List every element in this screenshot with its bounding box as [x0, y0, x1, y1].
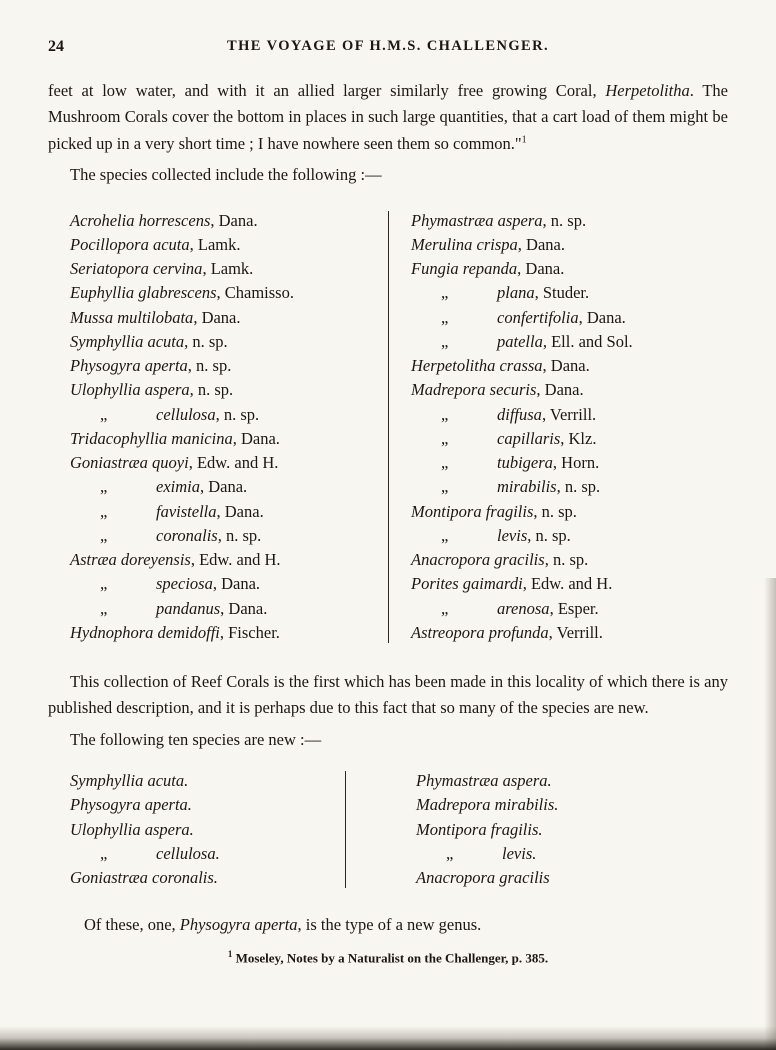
species-authority: , Dana.: [517, 259, 565, 279]
ditto-mark: „: [441, 283, 449, 303]
species-authority: , Edw. and H.: [190, 550, 281, 570]
species-authority: , Dana.: [216, 501, 264, 521]
species-authority: , Klz.: [560, 428, 597, 448]
species-entry: [411, 306, 728, 330]
species-name: Euphyllia glabrescens: [70, 283, 217, 303]
intro-italic-name: Herpetolitha: [605, 81, 690, 100]
species-entry: [411, 403, 728, 427]
species-entry: [70, 866, 345, 890]
species-name: Phymastræa aspera.: [416, 771, 552, 791]
species-name: tubigera: [497, 453, 553, 473]
species-authority: , Dana.: [517, 234, 565, 254]
species-entry: [70, 793, 345, 817]
ditto-mark: „: [100, 525, 108, 545]
species-authority: , Verrill.: [541, 404, 597, 424]
ditto-mark: „: [100, 574, 108, 594]
species-entry: [70, 818, 345, 842]
ditto-mark: „: [441, 307, 449, 327]
species-authority: , Chamisso.: [216, 283, 294, 303]
genus-italic-name: Physogyra aperta: [179, 915, 298, 935]
species-name: Ulophyllia aspera: [70, 380, 190, 400]
species-name: mirabilis: [497, 477, 557, 497]
species-name: levis: [497, 525, 528, 545]
species-name: speciosa: [156, 574, 213, 594]
scan-shadow-bottom: [0, 1026, 776, 1050]
species-name: Fungia repanda: [411, 259, 518, 279]
species-entry: [411, 621, 728, 645]
species-name: Madrepora securis: [411, 380, 537, 400]
species-entry: [70, 451, 388, 475]
species-entry: [416, 793, 728, 817]
species-name: cellulosa: [156, 404, 216, 424]
species-entry: [70, 427, 388, 451]
species-name: coronalis: [156, 525, 218, 545]
species-name: pandanus: [156, 598, 221, 618]
species-entry: [70, 475, 388, 499]
species-entry: [411, 281, 728, 305]
species-authority: , Studer.: [534, 283, 590, 303]
paragraph-new-species-lead: The following ten species are new :—: [70, 729, 322, 749]
species-entry: [70, 548, 388, 572]
species-name: Montipora fragilis: [411, 501, 534, 521]
species-name: Montipora fragilis.: [416, 819, 543, 839]
species-entry: [70, 769, 345, 793]
species-name: Anacropora gracilis: [416, 868, 550, 888]
collected-species-list: [48, 209, 728, 646]
species-authority: , Dana.: [542, 356, 590, 376]
species-name: Anacropora gracilis: [411, 550, 545, 570]
species-name: Astræa doreyensis: [70, 550, 191, 570]
ditto-mark: „: [100, 598, 108, 618]
species-entry: [411, 354, 728, 378]
ditto-mark: „: [441, 428, 449, 448]
species-authority: , Dana.: [199, 477, 248, 497]
species-name: Acrohelia horrescens: [70, 210, 211, 230]
species-authority: , Lamk.: [202, 259, 254, 279]
species-entry: [70, 378, 388, 402]
species-entry: [411, 427, 728, 451]
intro-text-pre: feet at low water, and with it an allied larger similarly free growing Coral,: [48, 81, 606, 100]
intro-text-post: . The Mushroom Corals cover the bottom in places in such large quantities, that a cart load of them might be picked up in a very short time ; I have nowhere seen them so common.": [48, 81, 728, 153]
species-entry: [70, 354, 388, 378]
species-authority: , Verrill.: [548, 622, 603, 642]
species-entry: [70, 209, 388, 233]
species-name: Physogyra aperta.: [70, 795, 192, 815]
species-name: patella: [497, 331, 543, 351]
species-name: Pocillopora acuta: [70, 234, 190, 254]
species-authority: , n. sp.: [217, 525, 262, 545]
paragraph-intro: [48, 78, 728, 157]
ditto-mark: „: [100, 404, 108, 424]
species-name: levis.: [502, 843, 537, 863]
species-entry: [411, 548, 728, 572]
species-authority: , n. sp.: [215, 404, 260, 424]
species-name: Astreopora profunda: [411, 622, 549, 642]
species-name: confertifolia: [497, 307, 579, 327]
ditto-mark: „: [100, 477, 108, 497]
species-authority: , Ell. and Sol.: [542, 331, 633, 351]
species-entry: [416, 866, 728, 890]
new-species-list: [48, 769, 728, 890]
species-entry: [411, 500, 728, 524]
species-entry: [70, 330, 388, 354]
species-name: eximia: [156, 477, 200, 497]
species-entry: [70, 306, 388, 330]
species-entry: [411, 451, 728, 475]
species-entry: [70, 572, 388, 596]
species-authority: , Dana.: [578, 307, 626, 327]
footnote-number: 1: [227, 948, 233, 959]
species-name: Tridacophyllia manicina: [70, 428, 233, 448]
species-authority: , Dana.: [232, 428, 280, 448]
ditto-mark: „: [441, 331, 449, 351]
genus-text-post: , is the type of a new genus.: [297, 915, 482, 935]
species-name: Madrepora mirabilis.: [416, 795, 559, 815]
species-entry: [70, 524, 388, 548]
collected-species-left-column: [70, 209, 388, 646]
paragraph-new-genus: [48, 912, 728, 938]
species-name: Hydnophora demidoffi: [70, 622, 220, 642]
running-head: [48, 38, 728, 62]
species-authority: , Dana.: [536, 380, 584, 400]
species-name: Porites gaimardi: [411, 574, 523, 594]
genus-text-pre: Of these, one,: [84, 915, 180, 935]
species-entry: [411, 330, 728, 354]
species-authority: , n. sp.: [542, 210, 587, 230]
collected-species-right-column: [389, 209, 728, 646]
new-species-right-column: [346, 769, 728, 890]
species-name: diffusa: [497, 404, 542, 424]
footnote-text: Moseley, Notes by a Naturalist on the Challenger, p. 385.: [232, 950, 549, 966]
species-entry: [411, 209, 728, 233]
species-authority: , Fischer.: [219, 622, 280, 642]
running-title: THE VOYAGE OF H.M.S. CHALLENGER.: [227, 38, 549, 54]
species-authority: , Dana.: [212, 574, 261, 594]
species-authority: , Edw. and H.: [188, 453, 279, 473]
ditto-mark: „: [100, 501, 108, 521]
species-entry: [70, 257, 388, 281]
ditto-mark: „: [441, 477, 449, 497]
species-name: Goniastræa coronalis.: [70, 868, 218, 888]
species-authority: , n. sp.: [533, 501, 577, 521]
species-entry: [70, 403, 388, 427]
species-authority: , n. sp.: [189, 380, 234, 400]
species-name: Symphyllia acuta: [70, 331, 185, 351]
species-authority: , Dana.: [220, 598, 268, 618]
species-entry: [70, 842, 345, 866]
species-authority: , Dana.: [193, 307, 241, 327]
species-name: Symphyllia acuta.: [70, 771, 189, 791]
footnote: [48, 949, 728, 966]
species-name: favistella: [156, 501, 217, 521]
species-entry: [411, 572, 728, 596]
species-entry: [416, 818, 728, 842]
ditto-mark: „: [441, 598, 449, 618]
species-authority: , n. sp.: [527, 525, 571, 545]
species-entry: [70, 500, 388, 524]
ditto-mark: „: [441, 525, 449, 545]
new-species-left-column: [70, 769, 345, 890]
species-entry: [70, 621, 388, 645]
species-authority: , Esper.: [549, 598, 599, 618]
species-name: Physogyra aperta: [70, 356, 188, 376]
species-entry: [416, 769, 728, 793]
species-name: Merulina crispa: [411, 234, 518, 254]
species-authority: , n. sp.: [544, 550, 589, 570]
footnote-reference: 1: [521, 134, 527, 146]
ditto-mark: „: [100, 843, 108, 863]
species-entry: [411, 378, 728, 402]
page-number: 24: [48, 38, 64, 55]
species-name: Mussa multilobata: [70, 307, 194, 327]
species-entry: [411, 475, 728, 499]
species-authority: , Dana.: [210, 210, 258, 230]
species-entry: [411, 524, 728, 548]
species-name: arenosa: [497, 598, 550, 618]
species-name: cellulosa.: [156, 843, 220, 863]
species-entry: [416, 842, 728, 866]
ditto-mark: „: [441, 404, 449, 424]
species-authority: , Horn.: [552, 453, 600, 473]
species-authority: , n. sp.: [187, 356, 232, 376]
species-name: plana: [497, 283, 535, 303]
species-entry: [70, 281, 388, 305]
species-name: Phymastræa aspera: [411, 210, 543, 230]
species-authority: , Lamk.: [189, 234, 241, 254]
species-name: Seriatopora cervina: [70, 259, 203, 279]
ditto-mark: „: [441, 453, 449, 473]
scan-shadow-right: [764, 578, 776, 1050]
species-entry: [411, 257, 728, 281]
species-authority: , n. sp.: [184, 331, 228, 351]
species-name: Herpetolitha crassa: [411, 356, 543, 376]
paragraph-species-lead: The species collected include the following :—: [70, 165, 382, 185]
species-entry: [70, 233, 388, 257]
species-entry: [70, 597, 388, 621]
species-authority: , n. sp.: [556, 477, 601, 497]
species-name: capillaris: [497, 428, 561, 448]
species-name: Ulophyllia aspera.: [70, 819, 194, 839]
species-entry: [411, 233, 728, 257]
species-entry: [411, 597, 728, 621]
paragraph-collection: This collection of Reef Corals is the first which has been made in this locality of which there is any published description, and it is perhaps due to this fact that so many of the species are new.: [48, 672, 728, 718]
species-name: Goniastræa quoyi: [70, 453, 189, 473]
ditto-mark: „: [446, 843, 454, 863]
species-authority: , Edw. and H.: [522, 574, 613, 594]
